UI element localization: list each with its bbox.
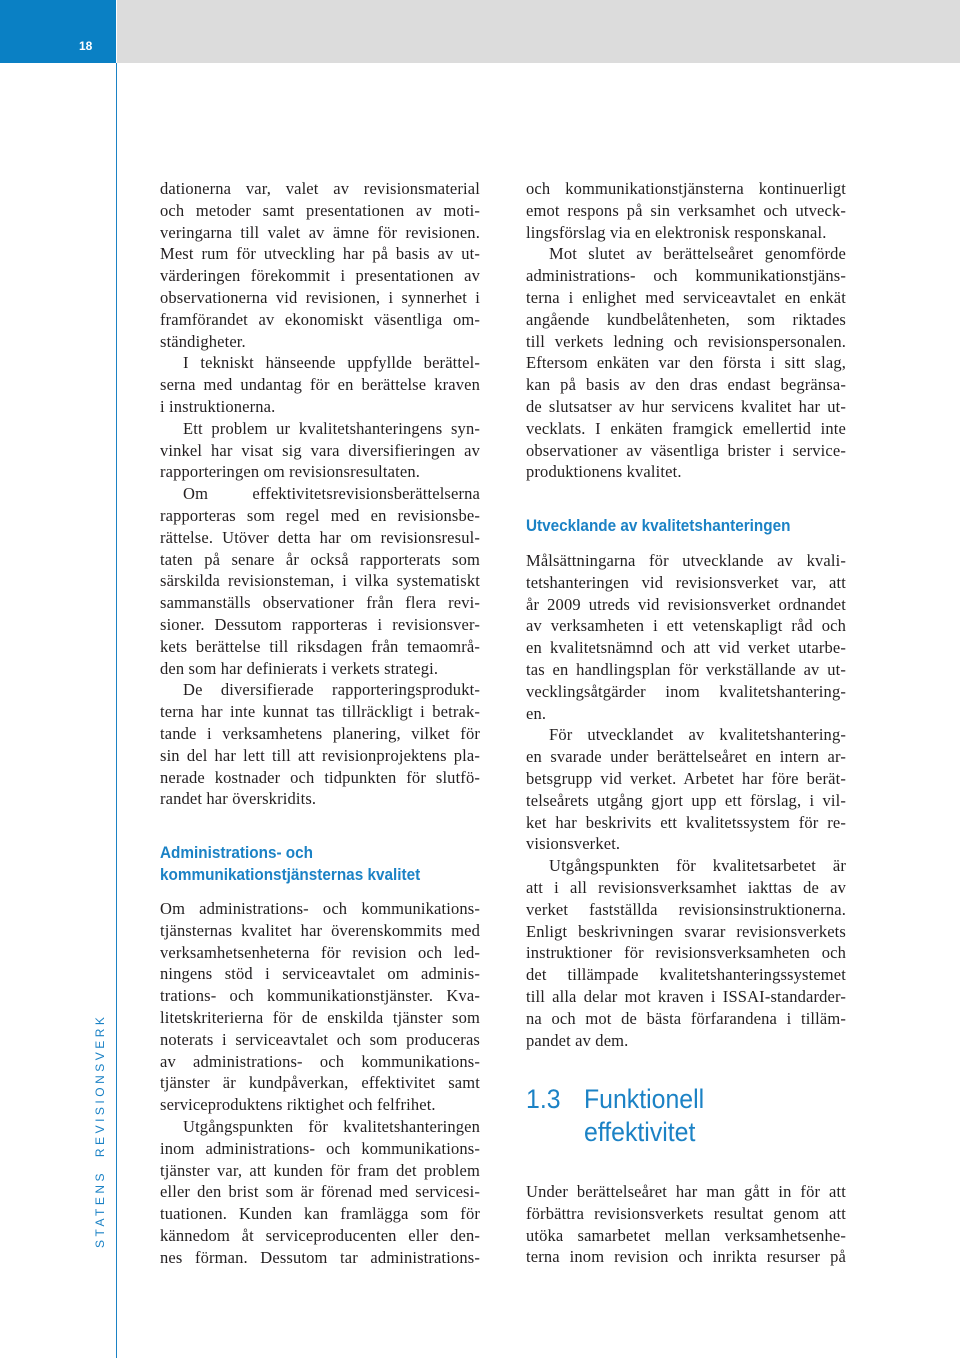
text-line: år 2009 utreds vid revisionsverket ordnandet <box>526 594 846 614</box>
right-column-middle <box>526 550 846 1051</box>
chapter-heading <box>526 1083 846 1149</box>
text-line: lingsförslag via en elektronisk responskanal. <box>526 222 827 242</box>
body-paragraph <box>526 178 846 243</box>
body-paragraph <box>160 898 480 1116</box>
text-line: särskilda revisionsteman, i vilka systematiskt <box>160 571 480 591</box>
text-line: de slutsatser av hur servicens kvalitet har ut- <box>526 396 846 416</box>
text-line: till alla delar mot kraven i ISSAI-standarder- <box>526 986 846 1006</box>
text-line: serna med undantag för en berättelse kraven <box>160 375 480 395</box>
chapter-title <box>584 1083 715 1149</box>
body-paragraph <box>160 178 480 352</box>
text-line: angående kundbelåtenheten, som riktades <box>526 309 846 329</box>
text-line: i instruktionerna. <box>160 396 276 416</box>
text-line: en kvalitetsnämnd och att vid verket utarbe- <box>526 638 846 658</box>
section-subheading <box>160 842 500 886</box>
text-line: en svarade under berättelseåret en intern ar- <box>526 747 846 767</box>
subheading-line: Administrations- och <box>160 843 314 862</box>
text-line: att i all revisionsverksamhet iakttas de av <box>526 877 846 897</box>
body-paragraph <box>160 418 480 483</box>
text-line: rapporteras som regel med en revisionsbe- <box>160 505 480 525</box>
text-line: För utvecklandet av kvalitetshantering- <box>549 725 846 745</box>
text-line: randet har överskridits. <box>160 789 317 809</box>
right-column-bottom <box>526 1181 846 1268</box>
left-column-bottom <box>160 898 480 1269</box>
text-line: ständigheter. <box>160 331 246 351</box>
text-line: kännedom åt serviceproducenten eller den- <box>160 1225 480 1245</box>
text-line: av administrations- och kommunikations- <box>160 1051 480 1071</box>
text-line: trations- och kommunikationstjänster. Kva- <box>160 986 480 1006</box>
text-line: vinkel har visat sig vara diversifieringen av <box>160 440 480 460</box>
text-line: Mot slutet av berättelseåret genomförde <box>549 244 846 264</box>
text-line: sammanställs observationer från flera revi- <box>160 593 480 613</box>
text-line: pandet av dem. <box>526 1030 629 1050</box>
text-line: administrations- och kommunikationstjäns- <box>526 266 846 286</box>
text-line: till verkets ledning och revisionspersonalen. <box>526 331 846 351</box>
chapter-title-line: Funktionell <box>584 1084 705 1114</box>
text-line: tuationen. Kunden kan framlägga som för <box>160 1204 480 1224</box>
chapter-title-line: effektivitet <box>584 1117 696 1147</box>
page-number: 18 <box>79 39 93 53</box>
text-line: sioner. Dessutom rapporteras i revisionsver- <box>160 614 480 634</box>
text-line: observationerna vid revisionen, i synnerhet i <box>160 287 480 307</box>
text-line: nerade kostnader och tidpunkten för slutfö- <box>160 767 480 787</box>
text-line: tjänsternas kvalitet har överenskommits med <box>160 920 480 940</box>
text-line: tande i verksamhetens planering, vilket för <box>160 723 480 743</box>
text-line: De diversifierade rapporteringsprodukt- <box>183 680 480 700</box>
publisher-vertical-label: STATENS REVISIONSVERK <box>93 1013 107 1248</box>
text-line: förbättra revisionsverkets resultat genom att <box>526 1203 846 1223</box>
text-line: en. <box>526 703 547 723</box>
text-line: Under berättelseåret har man gått in för att <box>526 1182 846 1201</box>
text-line: ningens stöd i serviceavtalet om adminis- <box>160 964 480 984</box>
text-line: terna har inte kunnat tas tillräckligt i betrak- <box>160 702 480 722</box>
text-line: verket fastställda revisionsinstruktionerna. <box>526 899 846 919</box>
chapter-number: 1.3 <box>526 1084 561 1114</box>
text-line: visionsverket. <box>526 834 621 854</box>
text-line: kan på basis av den dras endast begränsa- <box>526 375 846 395</box>
text-line: Om effektivitetsrevisionsberättelserna <box>183 484 480 504</box>
text-line: taten på senare år också rapporterats som <box>160 549 480 569</box>
text-line: utöka samarbetet mellan verksamhetsenhe- <box>526 1225 846 1245</box>
text-line: Utgångspunkten för kvalitetshanteringen <box>183 1116 480 1136</box>
text-line: vecklingsåtgärder inom kvalitetshantering- <box>526 681 846 701</box>
text-line: telseårets utgång gjort upp ett förslag, i vil- <box>526 790 846 810</box>
text-line: serviceproduktens riktighet och felfrihet. <box>160 1095 436 1115</box>
text-line: sin del har lett till att revisionprojektens pla- <box>160 745 480 765</box>
text-line: Utgångspunkten för kvalitetsarbetet är <box>549 856 846 876</box>
text-line: tas en handlingsplan för verkställande av ut- <box>526 659 846 679</box>
text-line: ket har beskrivits ett kvalitetssystem för re- <box>526 812 846 832</box>
text-line: Målsättningarna för utvecklande av kvali- <box>526 551 846 570</box>
right-column-top <box>526 178 846 483</box>
text-line: terna i enlighet med serviceavtalet en enkät <box>526 287 846 307</box>
text-line: tetshanteringen vid revisionsverket var, att <box>526 572 846 592</box>
text-line: inom administrations- och kommunikations- <box>160 1138 480 1158</box>
body-paragraph <box>160 352 480 417</box>
text-line: det tillämpade kvalitetshanteringssystemet <box>526 965 846 985</box>
text-line: rättelse. Utöver detta har om revisionsresul- <box>160 527 480 547</box>
text-line: den som har definierats i verkets strategi. <box>160 658 439 678</box>
text-line: Om administrations- och kommunikations- <box>160 899 480 918</box>
text-line: observationer av väsentliga brister i service- <box>526 440 846 460</box>
text-line: eller den brist som är förenad med servicesi- <box>160 1182 480 1202</box>
subheading-line: kommunikationstjänsternas kvalitet <box>160 865 421 884</box>
text-line: I tekniskt hänseende uppfyllde berättel- <box>183 353 480 373</box>
text-line: verksamhetsenheterna för revision och led- <box>160 942 480 962</box>
body-paragraph <box>160 1116 480 1269</box>
body-paragraph <box>160 679 480 810</box>
text-line: betsgrupp vid verket. Arbetet har före berät- <box>526 768 846 788</box>
text-line: värderingen förekommit i presentationen av <box>160 266 480 286</box>
text-line: kets berättelse till riksdagen från temaområ- <box>160 636 480 656</box>
text-line: litetskriterierna för de enskilda tjänster som <box>160 1007 480 1027</box>
text-line: na och mot de bästa förfarandena i tilläm- <box>526 1008 846 1028</box>
text-line: och kommunikationstjänsterna kontinuerligt <box>526 179 846 198</box>
body-paragraph <box>526 1181 846 1268</box>
body-paragraph <box>526 855 846 1051</box>
body-paragraph <box>526 724 846 855</box>
text-line: rapporteringen om revisionsresultaten. <box>160 462 420 482</box>
text-line: emot respons på sin verksamhet och utveck- <box>526 200 846 220</box>
text-line: tjänster är kundpåverkan, effektivitet samt <box>160 1073 480 1093</box>
text-line: Ett problem ur kvalitetshanteringens syn- <box>183 418 480 438</box>
section-subheading <box>526 515 866 537</box>
left-column-top <box>160 178 480 810</box>
page-number-box <box>0 0 116 63</box>
text-line: framförandet av ekonomiskt väsentliga om- <box>160 309 480 329</box>
text-line: vecklats. I enkäten framgick emellertid inte <box>526 418 846 438</box>
text-line: tjänster var, att kunden för fram det problem <box>160 1160 480 1180</box>
text-line: Mest rum för utveckling har på basis av ut- <box>160 244 480 264</box>
margin-rule <box>116 63 117 1358</box>
text-line: instruktioner för revisionsverksamheten och <box>526 943 846 963</box>
header-bar <box>117 0 960 63</box>
text-line: Enligt beskrivningen svarar revisionsverkets <box>526 921 846 941</box>
text-line: Eftersom enkäten var den första i sitt slag, <box>526 353 846 373</box>
text-line: produktionens kvalitet. <box>526 462 682 482</box>
body-paragraph <box>526 550 846 724</box>
body-paragraph <box>526 243 846 483</box>
text-line: terna inom revision och inrikta resurser på <box>526 1247 846 1267</box>
body-paragraph <box>160 483 480 679</box>
text-line: och metoder samt presentationen av moti- <box>160 200 480 220</box>
subheading-line: Utvecklande av kvalitetshanteringen <box>526 516 791 535</box>
text-line: veringarna till valet av ämne för revisionen. <box>160 222 480 242</box>
text-line: av verksamheten i ett vetenskapligt råd och <box>526 616 846 636</box>
text-line: dationerna var, valet av revisionsmaterial <box>160 179 480 198</box>
text-line: noterats i serviceavtalet och som produceras <box>160 1029 480 1049</box>
text-line: nes förman. Dessutom tar administrations- <box>160 1247 480 1267</box>
